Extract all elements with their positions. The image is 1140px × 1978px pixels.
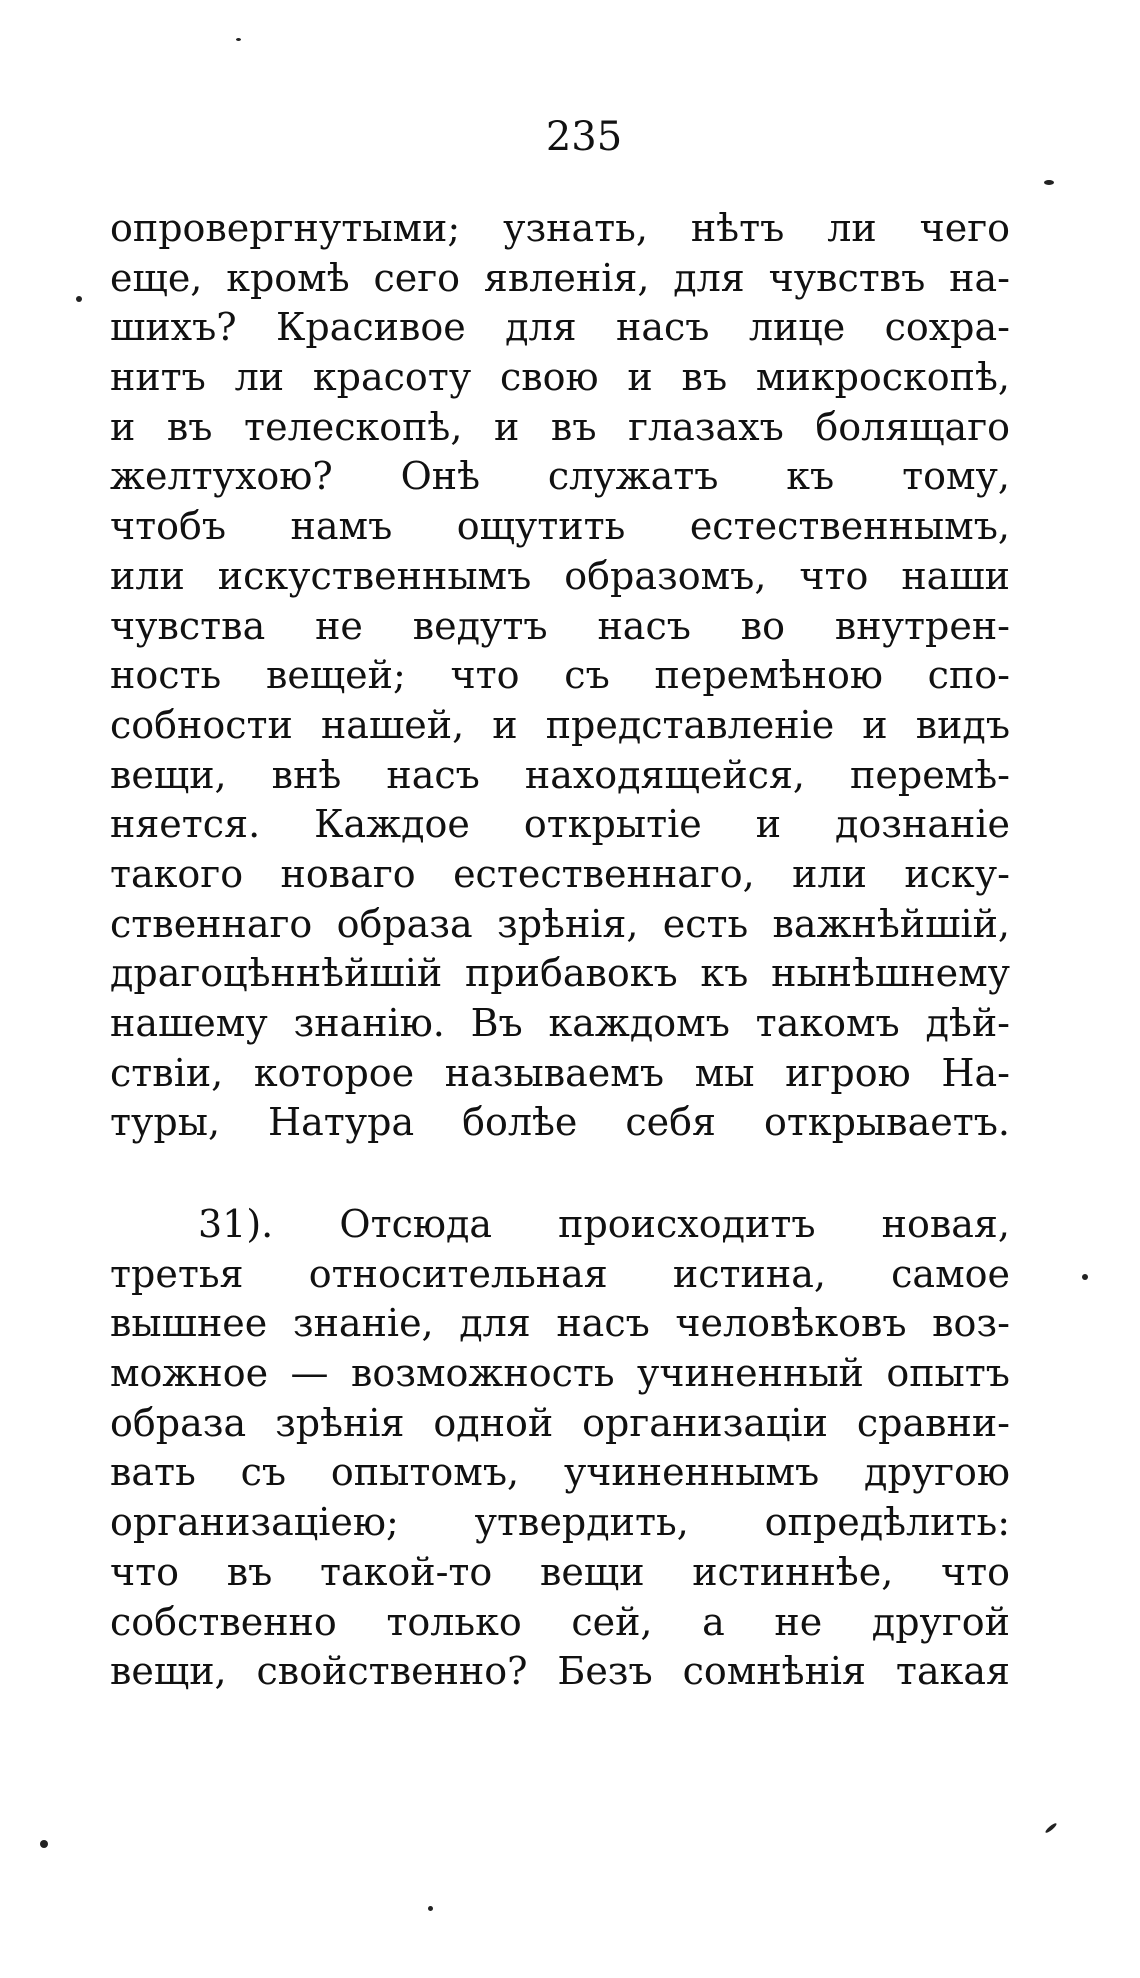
print-speck (76, 296, 82, 302)
text-line: можное — возможность учиненный опытъ (110, 1351, 1010, 1396)
text-line: такого новаго естественнаго, или иску- (110, 851, 1010, 896)
text-line: желтухою? Онѣ служатъ къ тому, (110, 454, 1010, 499)
print-speck (1044, 1822, 1057, 1834)
text-line: вещи, свойственно? Безъ сомнѣнія такая (110, 1649, 1010, 1694)
text-line: чувства не ведутъ насъ во внутрен- (110, 603, 1010, 648)
text-line: ственнаго образа зрѣнія, есть важнѣйшій, (110, 901, 1010, 946)
text-line: ствіи, которое называемъ мы игрою На- (110, 1050, 1010, 1095)
print-speck (428, 1906, 433, 1911)
text-line: нитъ ли красоту свою и въ микроскопѣ, (110, 355, 1010, 400)
text-line: что въ такой-то вещи истиннѣе, что (110, 1549, 1010, 1594)
text-line: собности нашей, и представленіе и видъ (110, 702, 1010, 747)
text-line: и въ телескопѣ, и въ глазахъ болящаго (110, 404, 1010, 449)
text-line: 31). Отсюда происходитъ новая, (198, 1202, 1010, 1246)
text-line: опровергнутыми; узнать, нѣтъ ли чего (110, 206, 1010, 250)
text-line: ность вещей; что съ перемѣною спо- (110, 653, 1010, 698)
text-line: вышнее знаніе, для насъ человѣковъ воз- (110, 1301, 1010, 1346)
text-line: или искуственнымъ образомъ, что наши (110, 553, 1010, 598)
text-line: вать съ опытомъ, учиненнымъ другою (110, 1450, 1010, 1495)
paragraph-1 (110, 204, 1010, 1148)
text-line: няется. Каждое открытіе и дознаніе (110, 802, 1010, 847)
text-line: шихъ? Красивое для насъ лице сохра- (110, 305, 1010, 350)
print-speck (40, 1840, 48, 1848)
text-line: нашему знанію. Въ каждомъ такомъ дѣй- (110, 1001, 1010, 1045)
print-speck (1044, 180, 1054, 185)
text-line: туры, Натура болѣе себя открываетъ. (110, 1100, 1010, 1145)
print-speck (236, 38, 241, 41)
text-line: третья относительная истина, самое (110, 1251, 1010, 1296)
text-line: еще, кромѣ сего явленія, для чувствъ на- (110, 255, 1010, 300)
text-line: собственно только сей, а не другой (110, 1599, 1010, 1644)
paragraph-2 (110, 1200, 1010, 1697)
text-line: вещи, внѣ насъ находящейся, перемѣ- (110, 752, 1010, 797)
text-line: драгоцѣннѣйшій прибавокъ къ нынѣшнему (110, 951, 1010, 996)
print-speck (1082, 1274, 1088, 1280)
text-line: образа зрѣнія одной организаціи сравни- (110, 1400, 1010, 1445)
text-line: чтобъ намъ ощутить естественнымъ, (110, 504, 1010, 549)
text-line: организаціею; утвердить, опредѣлить: (110, 1500, 1010, 1545)
page-number: 235 (545, 114, 623, 160)
